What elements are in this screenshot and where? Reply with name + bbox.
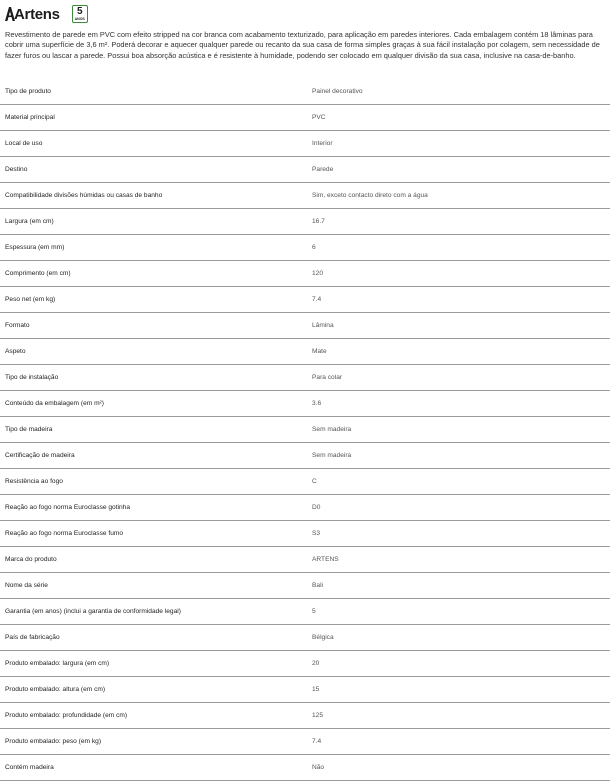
spec-value: 15: [312, 686, 320, 693]
spec-label: Comprimento (em cm): [5, 270, 71, 277]
spec-label: Contém madeira: [5, 764, 54, 771]
spec-label: Compatibilidade divisões húmidas ou casas de banho: [5, 192, 163, 199]
spec-row: [0, 495, 610, 521]
spec-label: Material principal: [5, 114, 55, 121]
spec-row: [0, 625, 610, 651]
spec-row: [0, 235, 610, 261]
spec-label: Largura (em cm): [5, 218, 54, 225]
spec-value: 125: [312, 712, 324, 719]
spec-value: PVC: [312, 114, 326, 121]
spec-row: [0, 157, 610, 183]
spec-row: [0, 365, 610, 391]
warranty-badge: [72, 5, 88, 23]
spec-label: Peso net (em kg): [5, 296, 56, 303]
spec-row: [0, 313, 610, 339]
spec-row: [0, 131, 610, 157]
spec-label: Produto embalado: profundidade (em cm): [5, 712, 128, 719]
spec-value: ARTENS: [312, 556, 339, 563]
spec-row: [0, 417, 610, 443]
spec-row: [0, 469, 610, 495]
spec-row: [0, 105, 610, 131]
spec-value: 16.7: [312, 218, 325, 225]
spec-label: Produto embalado: peso (em kg): [5, 738, 102, 745]
spec-row: [0, 521, 610, 547]
spec-value: 3.6: [312, 400, 322, 407]
spec-label: Garantia (em anos) (inclui a garantia de conformidade legal): [5, 608, 181, 615]
spec-value: D0: [312, 504, 321, 511]
spec-label: Nome da série: [5, 582, 48, 589]
spec-row: [0, 391, 610, 417]
spec-row: [0, 755, 610, 781]
spec-label: Produto embalado: largura (em cm): [5, 660, 110, 667]
spec-value: 5: [312, 608, 316, 615]
spec-label: Tipo de madeira: [5, 426, 53, 433]
spec-label: Conteúdo da embalagem (em m²): [5, 400, 104, 407]
spec-value: Lâmina: [312, 322, 334, 329]
product-description: Revestimento de parede em PVC com efeito stripped na cor branca com acabamento texturizado, para aplicação em paredes interiores. Cada embalagem contém 18 lâminas para cobrir uma superfície de 3,6 m². Poderá decorar e aquecer qualquer parede ou recanto da sua casa de forma simples graças à sua fácil instalação por colagem, sem necessidade de fazer furos ou lascar a parede. Possui boa absorção acústica e é resistente à humidade, podendo ser colocado em qualquer divisão da sua casa, inclusive na casa-de-banho.: [5, 30, 600, 60]
spec-value: Bali: [312, 582, 323, 589]
spec-value: Painel decorativo: [312, 88, 363, 95]
brand-logo: [5, 6, 60, 23]
spec-table: [0, 79, 610, 781]
spec-label: País de fabricação: [5, 634, 60, 641]
spec-value: Interior: [312, 140, 333, 147]
spec-row: [0, 287, 610, 313]
spec-row: [0, 261, 610, 287]
spec-label: Reação ao fogo norma Euroclasse fumo: [5, 530, 124, 537]
spec-value: Sim, exceto contacto direto com a água: [312, 192, 428, 199]
spec-value: 7.4: [312, 296, 322, 303]
spec-row: [0, 729, 610, 755]
spec-value: S3: [312, 530, 321, 537]
spec-label: Formato: [5, 322, 30, 329]
spec-value: Sem madeira: [312, 452, 352, 459]
spec-row: [0, 651, 610, 677]
spec-value: 7.4: [312, 738, 322, 745]
warranty-unit: ANOS: [74, 17, 85, 21]
spec-value: C: [312, 478, 317, 485]
spec-value: Não: [312, 764, 325, 771]
brand-header: [5, 3, 88, 25]
spec-row: [0, 599, 610, 625]
spec-row: [0, 209, 610, 235]
spec-value: Parede: [312, 166, 334, 173]
brand-name: Artens: [14, 5, 60, 23]
spec-label: Marca do produto: [5, 556, 57, 563]
spec-label: Destino: [5, 166, 28, 173]
spec-row: [0, 703, 610, 729]
spec-value: Bélgica: [312, 634, 334, 641]
spec-row: [0, 443, 610, 469]
spec-label: Aspeto: [5, 348, 26, 355]
spec-value: 6: [312, 244, 316, 251]
spec-row: [0, 573, 610, 599]
spec-label: Reação ao fogo norma Euroclasse gotinha: [5, 504, 130, 511]
spec-label: Certificação de madeira: [5, 452, 75, 459]
spec-row: [0, 79, 610, 105]
spec-label: Espessura (em mm): [5, 244, 65, 251]
spec-row: [0, 547, 610, 573]
spec-value: Para colar: [312, 374, 343, 381]
spec-label: Local de uso: [5, 140, 43, 147]
spec-value: 120: [312, 270, 324, 277]
spec-row: [0, 339, 610, 365]
spec-row: [0, 677, 610, 703]
spec-label: Tipo de produto: [5, 88, 51, 95]
spec-value: Sem madeira: [312, 426, 352, 433]
spec-label: Resistência ao fogo: [5, 478, 63, 485]
spec-label: Produto embalado: altura (em cm): [5, 686, 106, 693]
spec-label: Tipo de instalação: [5, 374, 59, 381]
spec-row: [0, 183, 610, 209]
spec-value: 20: [312, 660, 320, 667]
spec-value: Mate: [312, 348, 327, 355]
warranty-years: 5: [76, 6, 83, 17]
